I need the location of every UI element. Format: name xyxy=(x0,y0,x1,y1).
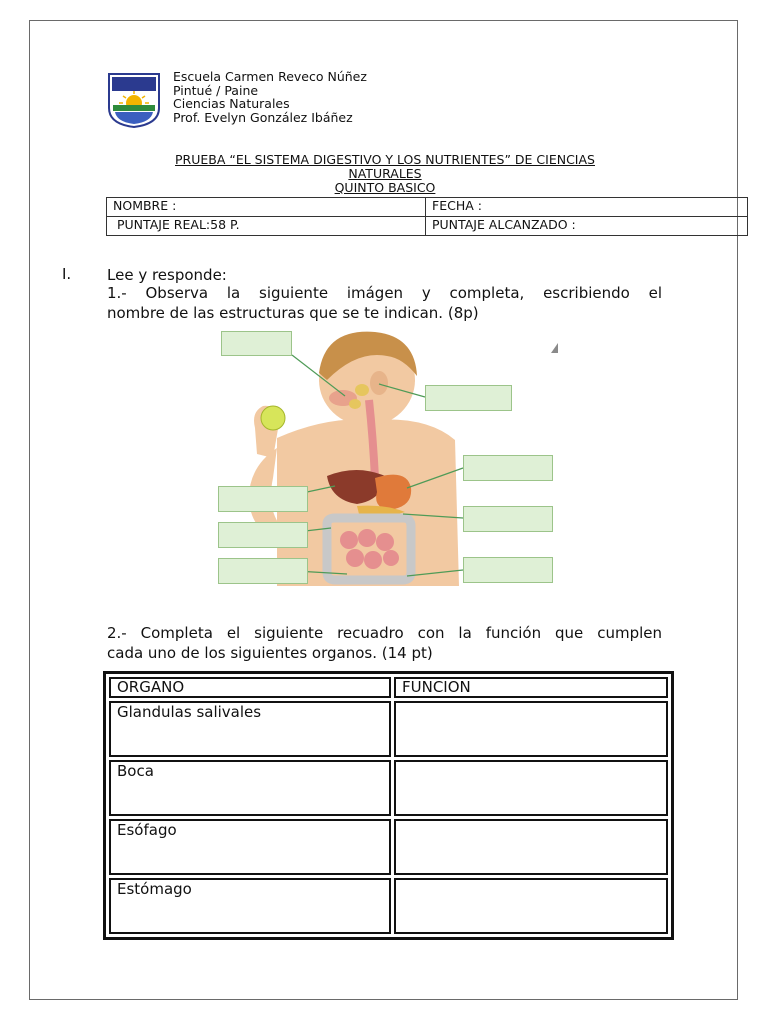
teacher-name: Prof. Evelyn González Ibáñez xyxy=(173,109,353,125)
label-box-8[interactable] xyxy=(463,557,553,583)
label-box-3[interactable] xyxy=(463,455,553,481)
label-box-2[interactable] xyxy=(425,385,512,411)
table-row xyxy=(109,701,668,757)
title-line-2: NATURALES xyxy=(348,166,422,181)
school-location: Pintué / Paine xyxy=(173,82,259,98)
function-cell[interactable] xyxy=(394,819,668,875)
test-title xyxy=(110,153,660,195)
organ-function-table xyxy=(103,671,674,940)
organ-cell: Estómago xyxy=(109,878,391,934)
label-box-5[interactable] xyxy=(463,506,553,532)
school-logo xyxy=(107,72,161,128)
section-number: I. xyxy=(62,265,72,283)
header-funcion: FUNCION xyxy=(394,677,668,698)
label-box-7[interactable] xyxy=(218,558,308,584)
question-2-line-1: 2.- Completa el siguiente recuadro con la función que cumplen xyxy=(107,624,662,642)
table-row xyxy=(109,760,668,816)
question-2 xyxy=(107,623,662,663)
label-box-6[interactable] xyxy=(218,522,308,548)
organ-cell: Esófago xyxy=(109,819,391,875)
label-box-4[interactable] xyxy=(218,486,308,512)
table-row xyxy=(109,878,668,934)
puntaje-real-cell: PUNTAJE REAL:58 P. xyxy=(107,217,426,236)
question-1-line-1: 1.- Observa la siguiente imágen y completa, escribiendo el xyxy=(107,284,662,302)
question-1-line-2: nombre de las estructuras que se te indican. (8p) xyxy=(107,304,479,322)
table-row xyxy=(109,819,668,875)
label-box-1[interactable] xyxy=(221,331,292,356)
puntaje-alcanzado-cell[interactable]: PUNTAJE ALCANZADO : xyxy=(426,217,748,236)
question-1 xyxy=(107,283,662,323)
corner-mark-icon xyxy=(551,343,558,353)
digestive-system-figure xyxy=(207,328,562,588)
school-subject: Ciencias Naturales xyxy=(173,96,290,111)
school-name: Escuela Carmen Reveco Núñez xyxy=(173,69,367,84)
student-info-table xyxy=(106,197,748,236)
function-cell[interactable] xyxy=(394,701,668,757)
table-header-row xyxy=(109,677,668,698)
nombre-cell[interactable]: NOMBRE : xyxy=(107,198,426,217)
function-cell[interactable] xyxy=(394,760,668,816)
title-line-3: QUINTO BASICO xyxy=(334,180,436,195)
fecha-cell[interactable]: FECHA : xyxy=(426,198,748,217)
section-heading: Lee y responde: xyxy=(107,266,227,284)
title-line-1: PRUEBA “EL SISTEMA DIGESTIVO Y LOS NUTRIENTES” DE CIENCIAS xyxy=(175,152,595,167)
function-cell[interactable] xyxy=(394,878,668,934)
question-2-line-2: cada uno de los siguientes organos. (14 pt) xyxy=(107,644,433,662)
header-organo: ORGANO xyxy=(109,677,391,698)
organ-cell: Glandulas salivales xyxy=(109,701,391,757)
school-header xyxy=(173,70,367,124)
organ-cell: Boca xyxy=(109,760,391,816)
